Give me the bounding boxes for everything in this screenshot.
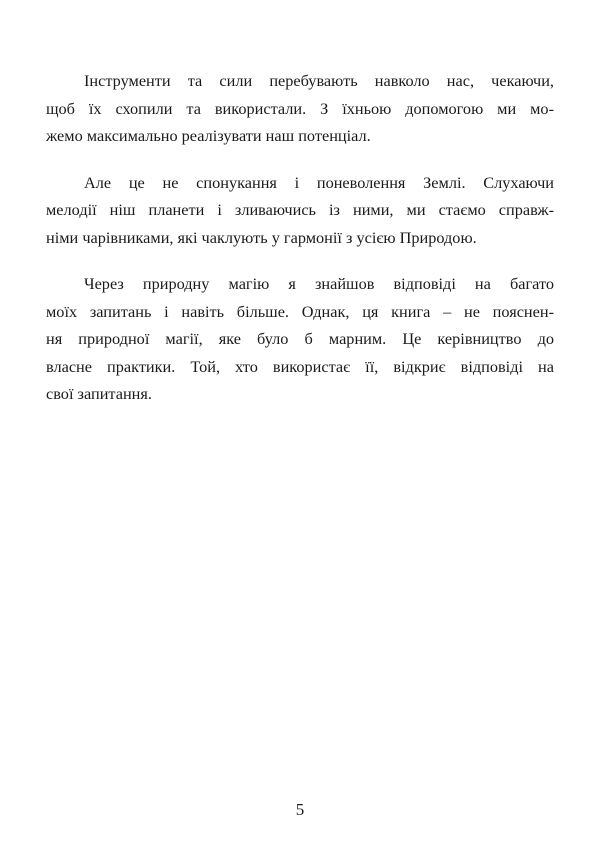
text-line: власне практики. Той, хто використає її, відкриє відповіді на bbox=[46, 356, 554, 376]
body-text bbox=[46, 67, 554, 427]
text-line: Але це не спонукання і поневолення Землі. Слухаючи bbox=[84, 172, 554, 192]
text-line: жемо максимально реалізувати наш потенціал. bbox=[46, 126, 371, 145]
text-line: мелодії ніш планети і зливаючись із ними, ми стаємо справж- bbox=[46, 200, 554, 219]
text-line: свої запитання. bbox=[46, 384, 152, 403]
text-line: ня природної магії, яке було б марним. Це керівництво до bbox=[46, 329, 554, 348]
text-line: моїх запитань і навіть більше. Однак, ця книга – не пояснен- bbox=[46, 301, 554, 321]
paragraph-1 bbox=[46, 67, 554, 150]
text-line: Інструменти та сили перебувають навколо нас, чекаючи, bbox=[84, 71, 554, 90]
paragraph-3 bbox=[46, 270, 554, 408]
page-number: 5 bbox=[295, 800, 305, 819]
text-line: щоб їх схопили та використали. З їхньою допомогою ми мо- bbox=[46, 98, 554, 118]
paragraph-2 bbox=[46, 169, 554, 252]
text-line: німи чарівниками, які чаклують у гармонії з усією Природою. bbox=[46, 227, 477, 247]
text-line: Через природну магію я знайшов відповіді на багато bbox=[84, 274, 554, 293]
